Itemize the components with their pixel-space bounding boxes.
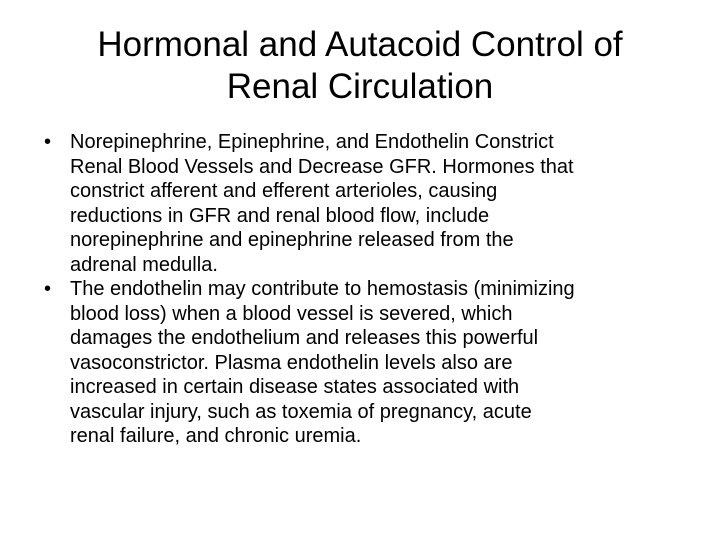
slide-title-line: Hormonal and Autacoid Control of <box>97 25 623 64</box>
bullet-text-line: damages the endothelium and releases this powerful <box>70 327 539 349</box>
bullet-item <box>44 277 694 449</box>
bullet-list <box>44 130 694 449</box>
bullet-marker: • <box>44 278 52 300</box>
bullet-text-line: The endothelin may contribute to hemostasis (minimizing <box>70 278 575 300</box>
bullet-text-line: Norepinephrine, Epinephrine, and Endothelin Constrict <box>70 131 554 153</box>
slide-title <box>0 24 720 108</box>
bullet-text-line: reductions in GFR and renal blood flow, include <box>70 204 490 227</box>
slide-title-line: Renal Circulation <box>226 67 494 106</box>
bullet-text-line: constrict afferent and efferent arterioles, causing <box>70 180 498 202</box>
bullet-text-line: vascular injury, such as toxemia of pregnancy, acute <box>70 400 532 423</box>
bullet-text-line: Renal Blood Vessels and Decrease GFR. Hormones that <box>70 155 574 178</box>
bullet-text-line: norepinephrine and epinephrine released from the <box>70 229 514 251</box>
bullet-text-line: blood loss) when a blood vessel is severed, which <box>70 302 513 325</box>
bullet-marker: • <box>44 131 52 153</box>
bullet-item <box>44 130 694 277</box>
bullet-text-line: increased in certain disease states associated with <box>70 376 520 398</box>
bullet-text-line: vasoconstrictor. Plasma endothelin levels also are <box>70 351 513 374</box>
bullet-text-line: adrenal medulla. <box>70 253 218 276</box>
bullet-text-line: renal failure, and chronic uremia. <box>70 425 362 447</box>
